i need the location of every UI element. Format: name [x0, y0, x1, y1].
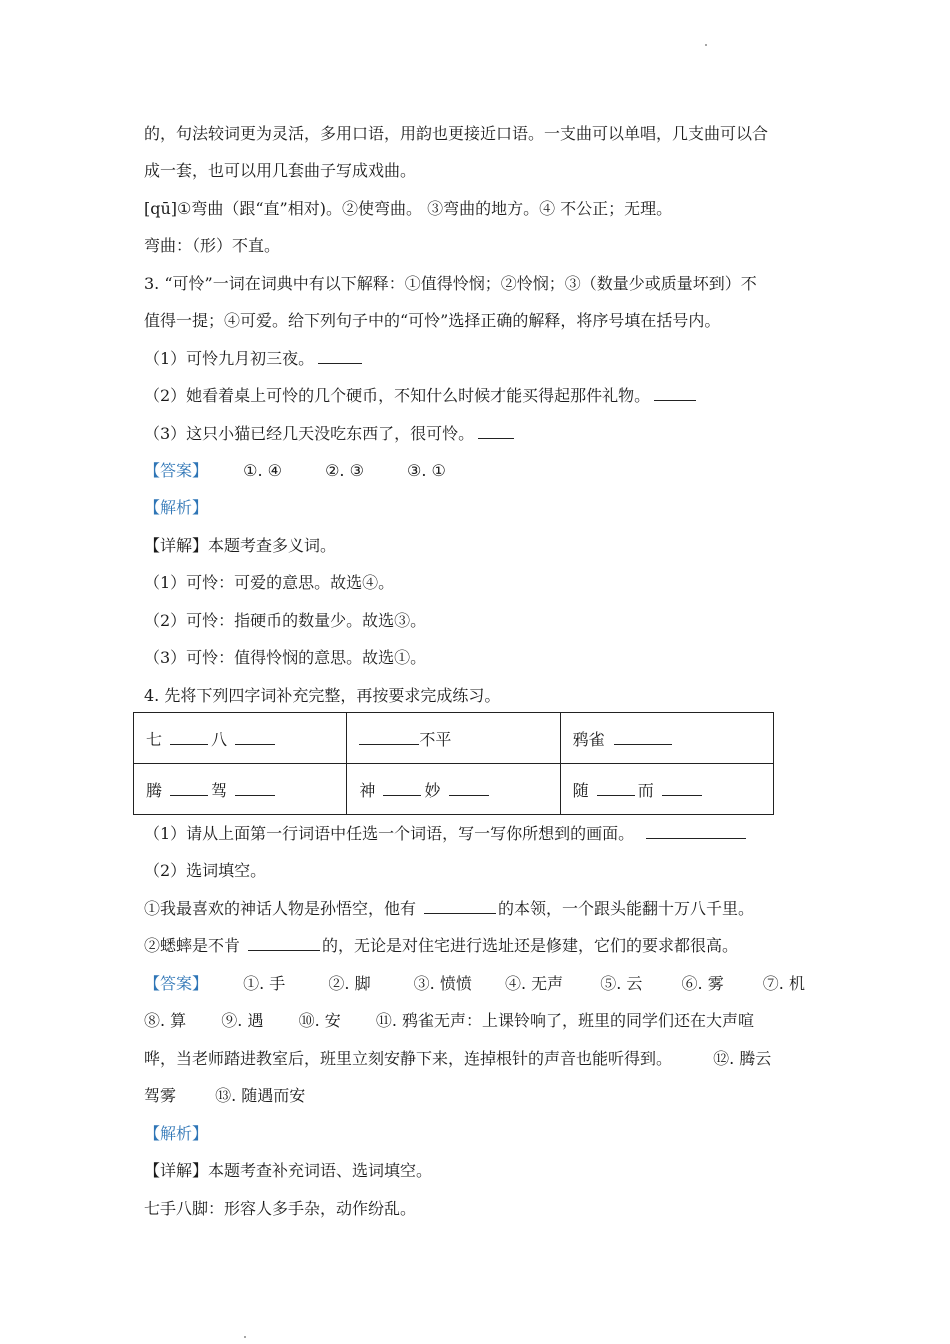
- cell-char: 不平: [419, 729, 452, 749]
- answer-blank[interactable]: [424, 899, 496, 914]
- answer-tag: 【答案】: [144, 974, 209, 993]
- table-cell: [560, 764, 773, 815]
- answer-blank[interactable]: [654, 386, 696, 401]
- explanation-line: 七手八脚：形容人多手杂，动作纷乱。: [144, 1199, 417, 1218]
- explanation-line: 【详解】本题考查多义词。: [144, 536, 337, 555]
- answer-item: ⑬. 随遇而安: [215, 1086, 306, 1105]
- answer-item: ⑥. 雾: [681, 974, 724, 993]
- question-4-item: [144, 897, 754, 921]
- item-text: 的本领，一个跟头能翻十万八千里。: [498, 899, 755, 918]
- question-3-stem: 3. “可怜”一词在词典中有以下解释：①值得怜悯；②怜悯；③（数量少或质量坏到）不: [144, 274, 757, 293]
- item-text: （2）她看着桌上可怜的几个硬币，不知什么时候才能买得起那件礼物。: [144, 386, 651, 405]
- question-4-stem: 4. 先将下列四字词补充完整，再按要求完成练习。: [144, 686, 501, 705]
- answer-row: [144, 459, 446, 483]
- answer-row: [144, 1047, 771, 1071]
- table-cell: [347, 713, 560, 764]
- answer-blank[interactable]: [449, 781, 489, 796]
- answer-blank[interactable]: [383, 781, 421, 796]
- table-cell: [347, 764, 560, 815]
- item-text: ②蟋蟀是不肯: [144, 936, 241, 955]
- explanation-line: 【详解】本题考查补充词语、选词填空。: [144, 1161, 433, 1180]
- question-4-item: [144, 822, 746, 846]
- corner-dot-top: [705, 44, 707, 46]
- answer-blank[interactable]: [248, 936, 320, 951]
- analysis-tag: 【解析】: [144, 1124, 209, 1143]
- answer-item: ⑤. 云: [600, 974, 643, 993]
- answer-item: ⑧. 算: [144, 1011, 187, 1030]
- cell-char: 神: [359, 780, 376, 800]
- answer-item: ②. ③: [325, 461, 364, 480]
- table-cell: [134, 764, 347, 815]
- analysis-tag: 【解析】: [144, 498, 209, 517]
- question-4-item: （2）选词填空。: [144, 861, 267, 880]
- cell-char: 腾: [146, 780, 163, 800]
- answer-blank[interactable]: [170, 730, 208, 745]
- answer-item: 驾雾: [144, 1086, 177, 1105]
- text-line: 弯曲：（形）不直。: [144, 236, 281, 255]
- explanation-line: （3）可怜：值得怜悯的意思。故选①。: [144, 648, 427, 667]
- answer-item: ⑫. 腾云: [713, 1049, 772, 1068]
- answer-item: ③. ①: [407, 461, 446, 480]
- explanation-line: （2）可怜：指硬币的数量少。故选③。: [144, 611, 427, 630]
- answer-blank[interactable]: [614, 730, 672, 745]
- answer-item: ⑨. 遇: [221, 1011, 264, 1030]
- answer-blank[interactable]: [597, 781, 635, 796]
- question-3-item: [144, 384, 696, 408]
- item-text: 的，无论是对住宅进行选址还是修建，它们的要求都很高。: [322, 936, 739, 955]
- answer-item: ①. 手: [243, 974, 286, 993]
- cell-char: 鸦雀: [572, 729, 605, 749]
- table-cell: [560, 713, 773, 764]
- answer-tag: 【答案】: [144, 461, 209, 480]
- idiom-table: [133, 712, 774, 815]
- text-line: 成一套，也可以用几套曲子写成戏曲。: [144, 161, 417, 180]
- item-text: （1）请从上面第一行词语中任选一个词语，写一写你所想到的画面。: [144, 824, 635, 843]
- answer-blank[interactable]: [478, 424, 514, 439]
- question-3-stem: 值得一提；④可爱。给下列句子中的“可怜”选择正确的解释，将序号填在括号内。: [144, 311, 721, 330]
- item-text: ①我最喜欢的神话人物是孙悟空，他有: [144, 899, 417, 918]
- item-text: （3）这只小猫已经几天没吃东西了，很可怜。: [144, 424, 475, 443]
- corner-dot-bottom: [244, 1336, 246, 1338]
- item-text: （1）可怜九月初三夜。: [144, 349, 315, 368]
- answer-blank[interactable]: [235, 781, 275, 796]
- answer-item: ①. ④: [243, 461, 282, 480]
- cell-char: 随: [572, 780, 589, 800]
- answer-item: ②. 脚: [328, 974, 371, 993]
- answer-item: ⑪. 鸦雀无声：上课铃响了，班里的同学们还在大声喧: [375, 1011, 755, 1030]
- cell-char: 八: [211, 729, 228, 749]
- answer-row: [144, 972, 805, 996]
- answer-blank[interactable]: [235, 730, 275, 745]
- answer-row: [144, 1084, 305, 1108]
- answer-item: ⑩. 安: [298, 1011, 341, 1030]
- answer-item: ④. 无声: [504, 974, 564, 993]
- cell-char: 妙: [424, 780, 441, 800]
- answer-item: ③. 愤愤: [413, 974, 472, 993]
- cell-char: 而: [637, 780, 654, 800]
- answer-item: 哗，当老师踏进教室后，班里立刻安静下来，连掉根针的声音也能听得到。: [144, 1049, 673, 1068]
- answer-item: ⑦. 机: [762, 974, 805, 993]
- text-line: [qū]①弯曲（跟“直”相对)。②使弯曲。 ③弯曲的地方。④ 不公正；无理。: [144, 199, 673, 218]
- answer-blank[interactable]: [662, 781, 702, 796]
- question-4-item: [144, 934, 738, 958]
- explanation-line: （1）可怜：可爱的意思。故选④。: [144, 573, 395, 592]
- question-3-item: [144, 347, 362, 371]
- answer-row: [144, 1009, 754, 1033]
- question-3-item: [144, 422, 514, 446]
- table-cell: [134, 713, 347, 764]
- answer-blank[interactable]: [359, 730, 419, 745]
- answer-blank[interactable]: [318, 349, 362, 364]
- text-line: 的，句法较词更为灵活，多用口语，用韵也更接近口语。一支曲可以单唱，几支曲可以合: [144, 124, 769, 143]
- cell-char: 七: [146, 729, 163, 749]
- cell-char: 驾: [211, 780, 228, 800]
- answer-blank[interactable]: [646, 824, 746, 839]
- answer-blank[interactable]: [170, 781, 208, 796]
